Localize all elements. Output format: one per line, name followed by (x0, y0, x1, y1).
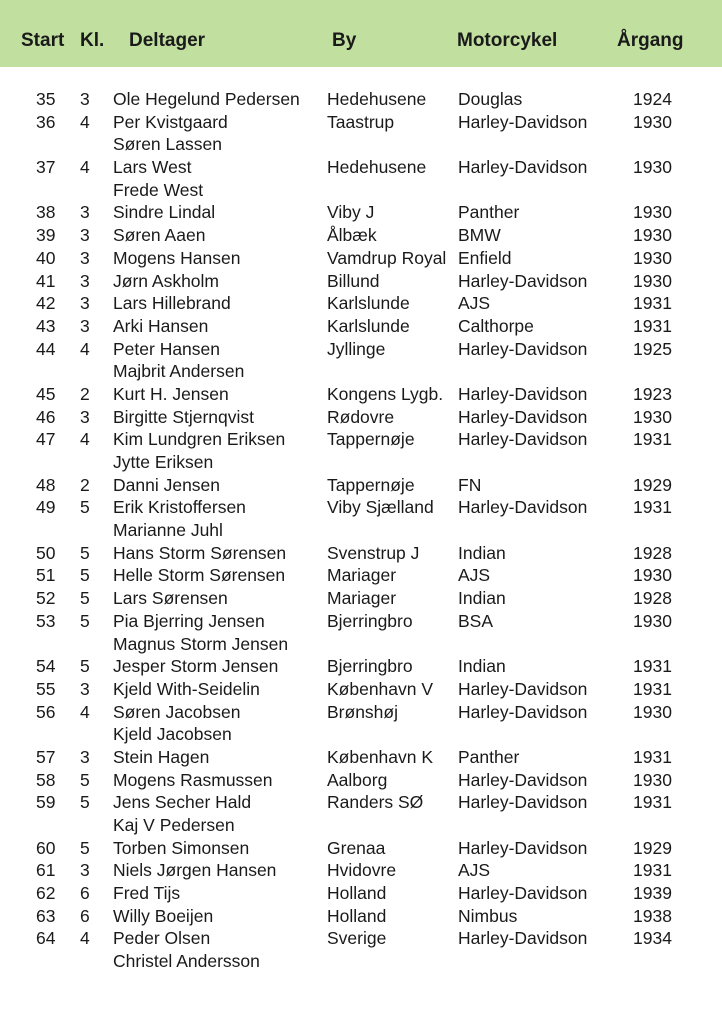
start-number: 47 (36, 429, 56, 450)
table-row (0, 587, 722, 610)
entry-list (0, 88, 722, 973)
class-number: 4 (80, 701, 90, 722)
table-row (0, 270, 722, 293)
motorcycle: Nimbus (458, 905, 518, 926)
participant-name: Erik Kristoffersen (113, 497, 246, 518)
participant-name: Søren Jacobsen (113, 701, 241, 722)
class-number: 4 (80, 429, 90, 450)
city: Grenaa (327, 837, 386, 858)
row-line (0, 496, 722, 519)
start-number: 46 (36, 406, 56, 427)
table-row (0, 88, 722, 111)
participant-name: Danni Jensen (113, 474, 221, 495)
start-number: 40 (36, 247, 56, 268)
table-row (0, 156, 722, 201)
table-row (0, 927, 722, 972)
row-line (0, 156, 722, 179)
table-row (0, 678, 722, 701)
header-participant: Deltager (129, 30, 206, 51)
class-number: 6 (80, 883, 90, 904)
row-line-continued (0, 519, 722, 542)
class-number: 3 (80, 225, 90, 246)
participant-name: Kim Lundgren Eriksen (113, 429, 286, 450)
header-motorcycle: Motorcykel (457, 30, 558, 51)
participant-name: Ole Hegelund Pedersen (113, 89, 300, 109)
start-number: 36 (36, 111, 56, 132)
city: Taastrup (327, 111, 395, 132)
table-row (0, 655, 722, 678)
start-number: 35 (36, 89, 56, 109)
start-number: 44 (36, 338, 56, 359)
table-row (0, 837, 722, 860)
city: Randers SØ (327, 792, 424, 813)
city: Mariager (327, 588, 397, 609)
co-participant-name: Jytte Eriksen (113, 452, 214, 472)
row-line (0, 111, 722, 134)
model-year: 1931 (633, 746, 672, 767)
participant-name: Stein Hagen (113, 746, 210, 767)
motorcycle: Harley-Davidson (458, 338, 588, 359)
model-year: 1931 (633, 656, 672, 677)
table-row (0, 315, 722, 338)
row-line-continued (0, 814, 722, 837)
model-year: 1931 (633, 678, 672, 699)
model-year: 1930 (633, 157, 672, 178)
table-row (0, 111, 722, 156)
start-number: 51 (36, 565, 56, 586)
model-year: 1930 (633, 701, 672, 722)
city: Hedehusene (327, 157, 427, 178)
participant-name: Pia Bjerring Jensen (113, 610, 265, 631)
table-row (0, 542, 722, 565)
participant-name: Peder Olsen (113, 928, 211, 949)
participant-name: Willy Boeijen (113, 905, 214, 926)
motorcycle: Calthorpe (458, 315, 534, 336)
model-year: 1930 (633, 406, 672, 427)
model-year: 1930 (633, 270, 672, 291)
table-row (0, 882, 722, 905)
table-row (0, 292, 722, 315)
table-row (0, 474, 722, 497)
row-line (0, 315, 722, 338)
table-row (0, 610, 722, 655)
motorcycle: Harley-Davidson (458, 769, 588, 790)
row-line (0, 655, 722, 678)
start-number: 41 (36, 270, 56, 291)
city: Rødovre (327, 406, 395, 427)
participant-name: Jørn Askholm (113, 270, 219, 291)
row-line (0, 247, 722, 270)
row-line (0, 610, 722, 633)
co-participant-name: Magnus Storm Jensen (113, 633, 289, 654)
start-number: 55 (36, 678, 56, 699)
city: Ålbæk (327, 225, 377, 246)
participant-name: Søren Aaen (113, 225, 206, 246)
participant-name: Sindre Lindal (113, 202, 216, 223)
row-line (0, 905, 722, 928)
participant-name: Hans Storm Sørensen (113, 542, 287, 563)
city: København V (327, 678, 434, 699)
city: Holland (327, 883, 387, 904)
city: Bjerringbro (327, 656, 413, 677)
participant-name: Birgitte Stjernqvist (113, 406, 255, 427)
class-number: 3 (80, 678, 90, 699)
city: Tappernøje (327, 429, 415, 450)
motorcycle: FN (458, 474, 482, 495)
motorcycle: BMW (458, 225, 501, 246)
participant-name: Kjeld With-Seidelin (113, 678, 260, 699)
row-line-continued (0, 633, 722, 656)
model-year: 1930 (633, 565, 672, 586)
city: Hvidovre (327, 860, 397, 881)
start-number: 61 (36, 860, 56, 881)
start-number: 42 (36, 293, 56, 314)
motorcycle: Harley-Davidson (458, 383, 588, 404)
row-line (0, 270, 722, 293)
class-number: 5 (80, 588, 90, 609)
model-year: 1931 (633, 497, 672, 518)
motorcycle: Indian (458, 542, 506, 563)
row-line-continued (0, 723, 722, 746)
city: Holland (327, 905, 387, 926)
class-number: 2 (80, 474, 90, 495)
city: Aalborg (327, 769, 388, 790)
city: Viby J (327, 202, 375, 223)
table-row (0, 791, 722, 836)
model-year: 1930 (633, 111, 672, 132)
row-line-continued (0, 133, 722, 156)
table-row (0, 859, 722, 882)
class-number: 5 (80, 837, 90, 858)
motorcycle: Indian (458, 588, 506, 609)
start-number: 50 (36, 542, 56, 563)
motorcycle: Harley-Davidson (458, 678, 588, 699)
city: Kongens Lygb. (327, 383, 444, 404)
class-number: 3 (80, 89, 90, 109)
start-number: 56 (36, 701, 56, 722)
row-line-continued (0, 950, 722, 973)
class-number: 5 (80, 610, 90, 631)
motorcycle: AJS (458, 860, 491, 881)
participant-name: Helle Storm Sørensen (113, 565, 286, 586)
start-number: 53 (36, 610, 56, 631)
row-line (0, 927, 722, 950)
motorcycle: Harley-Davidson (458, 701, 588, 722)
start-number: 64 (36, 928, 56, 949)
class-number: 4 (80, 928, 90, 949)
start-number: 49 (36, 497, 56, 518)
table-row (0, 428, 722, 473)
start-number: 58 (36, 769, 56, 790)
motorcycle: Harley-Davidson (458, 270, 588, 291)
participant-name: Per Kvistgaard (113, 111, 228, 132)
model-year: 1928 (633, 588, 672, 609)
row-line (0, 769, 722, 792)
participant-name: Lars Hillebrand (113, 293, 231, 314)
city: Tappernøje (327, 474, 415, 495)
participant-name: Mogens Hansen (113, 247, 241, 268)
class-number: 5 (80, 542, 90, 563)
model-year: 1931 (633, 315, 672, 336)
participant-name: Jens Secher Hald (113, 792, 252, 813)
participant-name: Fred Tijs (113, 883, 181, 904)
class-number: 4 (80, 111, 90, 132)
row-line (0, 428, 722, 451)
row-line (0, 587, 722, 610)
participant-name: Peter Hansen (113, 338, 221, 359)
model-year: 1931 (633, 293, 672, 314)
co-participant-name: Christel Andersson (113, 951, 260, 972)
row-line (0, 701, 722, 724)
table-row (0, 701, 722, 746)
city: Mariager (327, 565, 397, 586)
start-number: 45 (36, 383, 56, 404)
model-year: 1924 (633, 89, 672, 109)
participant-name: Jesper Storm Jensen (113, 656, 279, 677)
row-line (0, 201, 722, 224)
header-start: Start (21, 30, 65, 51)
class-number: 5 (80, 565, 90, 586)
header-city: By (332, 30, 357, 51)
city: Sverige (327, 928, 387, 949)
start-number: 63 (36, 905, 56, 926)
row-line (0, 746, 722, 769)
model-year: 1934 (633, 928, 672, 949)
start-number: 37 (36, 157, 56, 178)
model-year: 1925 (633, 338, 672, 359)
class-number: 5 (80, 497, 90, 518)
motorcycle: Harley-Davidson (458, 928, 588, 949)
co-participant-name: Søren Lassen (113, 134, 222, 155)
co-participant-name: Kjeld Jacobsen (113, 724, 232, 745)
start-number: 57 (36, 746, 56, 767)
city: Bjerringbro (327, 610, 413, 631)
table-row (0, 224, 722, 247)
row-line (0, 678, 722, 701)
class-number: 4 (80, 338, 90, 359)
table-row (0, 247, 722, 270)
row-line (0, 406, 722, 429)
class-number: 3 (80, 860, 90, 881)
class-number: 3 (80, 315, 90, 336)
table-row (0, 746, 722, 769)
motorcycle: Harley-Davidson (458, 883, 588, 904)
start-number: 54 (36, 656, 56, 677)
class-number: 5 (80, 656, 90, 677)
row-line (0, 292, 722, 315)
city: Karlslunde (327, 293, 410, 314)
motorcycle: Panther (458, 746, 520, 767)
model-year: 1930 (633, 769, 672, 790)
start-number: 43 (36, 315, 56, 336)
model-year: 1928 (633, 542, 672, 563)
model-year: 1939 (633, 883, 672, 904)
motorcycle: Harley-Davidson (458, 429, 588, 450)
model-year: 1930 (633, 202, 672, 223)
start-number: 48 (36, 474, 56, 495)
class-number: 2 (80, 383, 90, 404)
row-line (0, 474, 722, 497)
row-line (0, 859, 722, 882)
city: København K (327, 746, 434, 767)
participant-name: Lars Sørensen (113, 588, 228, 609)
motorcycle: Indian (458, 656, 506, 677)
row-line (0, 88, 722, 111)
class-number: 3 (80, 293, 90, 314)
row-line (0, 882, 722, 905)
city: Jyllinge (327, 338, 386, 359)
table-row (0, 201, 722, 224)
participant-name: Lars West (113, 157, 192, 178)
class-number: 3 (80, 746, 90, 767)
motorcycle: Harley-Davidson (458, 497, 588, 518)
start-number: 62 (36, 883, 56, 904)
participant-name: Torben Simonsen (113, 837, 250, 858)
model-year: 1929 (633, 837, 672, 858)
city: Billund (327, 270, 380, 291)
class-number: 3 (80, 202, 90, 223)
co-participant-name: Majbrit Andersen (113, 361, 245, 382)
start-number: 60 (36, 837, 56, 858)
row-line-continued (0, 451, 722, 474)
start-number: 59 (36, 792, 56, 813)
motorcycle: AJS (458, 293, 491, 314)
row-line (0, 837, 722, 860)
motorcycle: Harley-Davidson (458, 406, 588, 427)
motorcycle: Enfield (458, 247, 512, 268)
co-participant-name: Frede West (113, 179, 204, 200)
table-row (0, 769, 722, 792)
motorcycle: BSA (458, 610, 494, 631)
header-class: Kl. (80, 30, 105, 51)
city: Vamdrup Royal (327, 247, 447, 268)
start-number: 52 (36, 588, 56, 609)
city: Hedehusene (327, 89, 427, 109)
table-row (0, 905, 722, 928)
participant-name: Arki Hansen (113, 315, 209, 336)
participant-name: Mogens Rasmussen (113, 769, 273, 790)
class-number: 6 (80, 905, 90, 926)
header-year: Årgang (617, 30, 684, 51)
city: Brønshøj (327, 701, 398, 722)
motorcycle: AJS (458, 565, 491, 586)
motorcycle: Harley-Davidson (458, 837, 588, 858)
city: Viby Sjælland (327, 497, 434, 518)
row-line (0, 564, 722, 587)
table-row (0, 496, 722, 541)
table-header (0, 0, 722, 67)
row-line (0, 791, 722, 814)
table-row (0, 338, 722, 383)
class-number: 3 (80, 406, 90, 427)
city: Karlslunde (327, 315, 410, 336)
motorcycle: Harley-Davidson (458, 157, 588, 178)
class-number: 5 (80, 792, 90, 813)
row-line-continued (0, 360, 722, 383)
table-row (0, 564, 722, 587)
table-row (0, 406, 722, 429)
model-year: 1923 (633, 383, 672, 404)
class-number: 4 (80, 157, 90, 178)
row-line (0, 542, 722, 565)
model-year: 1929 (633, 474, 672, 495)
co-participant-name: Kaj V Pedersen (113, 815, 235, 835)
model-year: 1938 (633, 905, 672, 926)
model-year: 1931 (633, 792, 672, 813)
co-participant-name: Marianne Juhl (113, 520, 223, 541)
model-year: 1930 (633, 247, 672, 268)
class-number: 3 (80, 247, 90, 268)
row-line (0, 383, 722, 406)
row-line (0, 224, 722, 247)
motorcycle: Douglas (458, 89, 523, 109)
start-number: 38 (36, 202, 56, 223)
model-year: 1931 (633, 860, 672, 881)
row-line (0, 338, 722, 361)
participant-name: Kurt H. Jensen (113, 383, 229, 404)
class-number: 3 (80, 270, 90, 291)
motorcycle: Harley-Davidson (458, 792, 588, 813)
row-line-continued (0, 179, 722, 202)
class-number: 5 (80, 769, 90, 790)
table-row (0, 383, 722, 406)
motorcycle: Panther (458, 202, 520, 223)
model-year: 1930 (633, 225, 672, 246)
city: Svenstrup J (327, 542, 420, 563)
model-year: 1931 (633, 429, 672, 450)
participant-name: Niels Jørgen Hansen (113, 860, 277, 881)
motorcycle: Harley-Davidson (458, 111, 588, 132)
start-number: 39 (36, 225, 56, 246)
model-year: 1930 (633, 610, 672, 631)
